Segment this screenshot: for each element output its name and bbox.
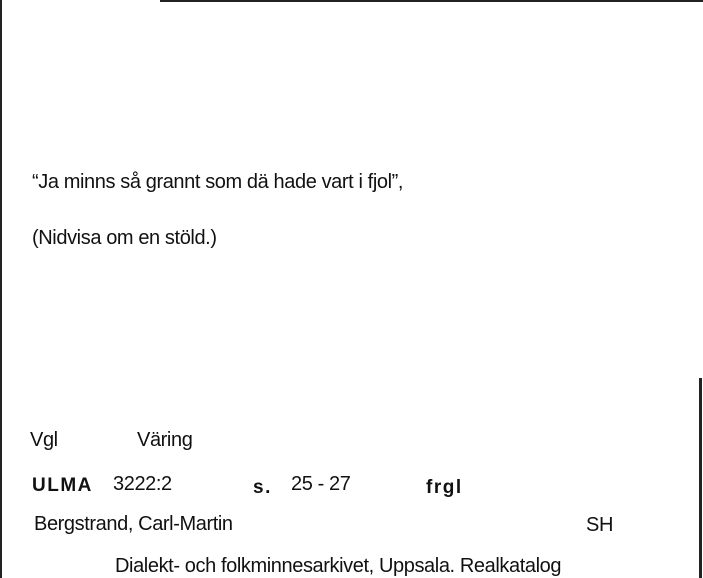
region-label: Vgl <box>30 429 58 451</box>
archive-footer: Dialekt- och folkminnesarkivet, Uppsala. Realkatalog <box>115 555 562 577</box>
archive-code: ULMA <box>32 475 93 496</box>
card-top-edge <box>160 0 703 2</box>
place-label: Väring <box>137 429 193 451</box>
page-prefix: s. <box>253 477 272 498</box>
song-subtitle: (Nidvisa om en stöld.) <box>32 227 217 249</box>
card-left-edge <box>0 0 2 578</box>
card-right-edge <box>699 378 702 578</box>
archive-number: 3222:2 <box>113 473 172 495</box>
category-label: frgl <box>426 477 463 498</box>
song-title: “Ja minns så grannt som dä hade vart i fjol”, <box>32 171 404 193</box>
initials: SH <box>586 514 613 536</box>
collector-name: Bergstrand, Carl-Martin <box>34 513 233 535</box>
page-range: 25 - 27 <box>291 473 351 495</box>
